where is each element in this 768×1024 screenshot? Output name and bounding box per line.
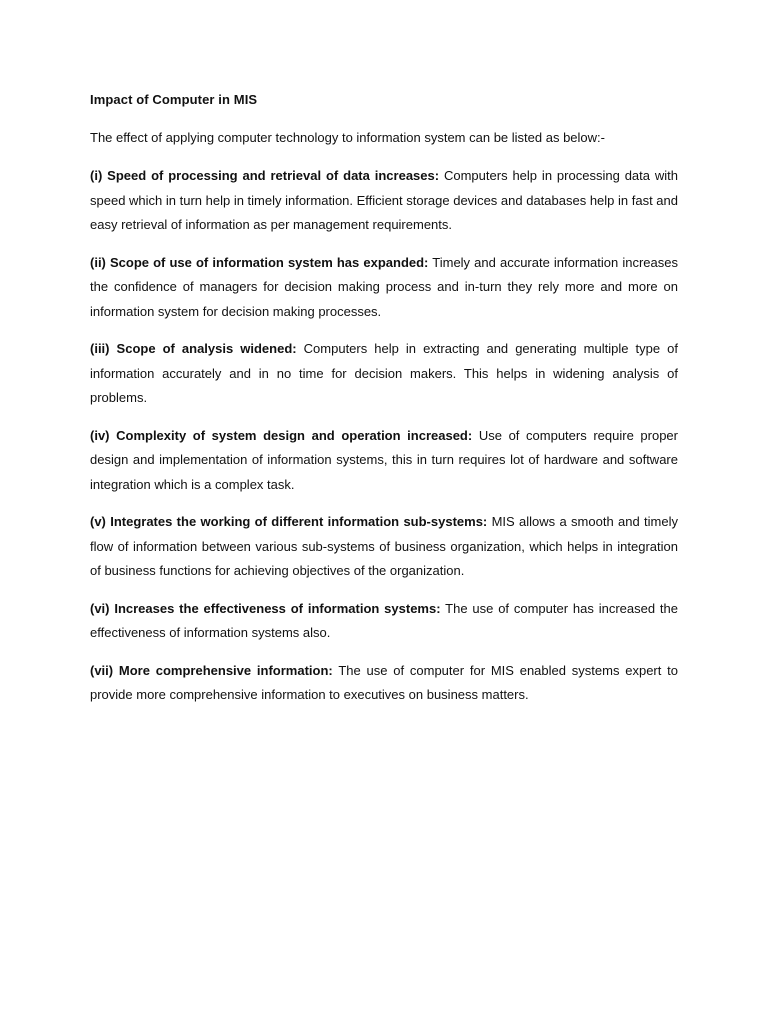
point-text: MIS allows a smooth and timely flow of information between various sub-systems of business organization, which helps in integration of business functions for achieving objectives of the organization. xyxy=(90,514,678,578)
point-text: Computers help in extracting and generating multiple type of information accurately and in no time for decision makers. This helps in widening analysis of problems. xyxy=(90,341,678,405)
document-title: Impact of Computer in MIS xyxy=(90,92,258,107)
point-heading: (i) Speed of processing and retrieval of data increases: xyxy=(90,168,440,183)
document-page xyxy=(90,88,678,721)
point-paragraph xyxy=(90,251,678,325)
point-heading: (iv) Complexity of system design and operation increased: xyxy=(90,427,473,443)
point-paragraph xyxy=(90,337,678,411)
point-text: Use of computers require proper design and implementation of information systems, this in turn requires lot of hardware and software integration which is a complex task. xyxy=(90,427,678,492)
point-paragraph xyxy=(90,597,678,646)
point-paragraph xyxy=(90,510,678,584)
point-heading: (v) Integrates the working of different information sub-systems: xyxy=(90,514,488,529)
point-text: Timely and accurate information increases the confidence of managers for decision making process and in-turn they rely more and more on information system for decision making processes. xyxy=(90,254,678,319)
point-heading: (iii) Scope of analysis widened: xyxy=(90,341,297,356)
point-heading: (vii) More comprehensive information: xyxy=(90,662,333,678)
point-heading: (ii) Scope of use of information system has expanded: xyxy=(90,254,429,270)
point-paragraph xyxy=(90,164,678,238)
intro-paragraph: The effect of applying computer technology to information system can be listed as below:- xyxy=(90,130,605,145)
point-paragraph xyxy=(90,659,678,708)
point-text: Computers help in processing data with speed which in turn help in timely information. Efficient storage devices and databases help in fast and easy retrieval of information as per management requirements. xyxy=(90,168,679,232)
point-paragraph xyxy=(90,424,678,498)
point-text: The use of computer has increased the effectiveness of information systems also. xyxy=(90,600,678,640)
point-heading: (vi) Increases the effectiveness of information systems: xyxy=(90,600,441,616)
point-text: The use of computer for MIS enabled systems expert to provide more comprehensive information to executives on business matters. xyxy=(90,662,679,702)
